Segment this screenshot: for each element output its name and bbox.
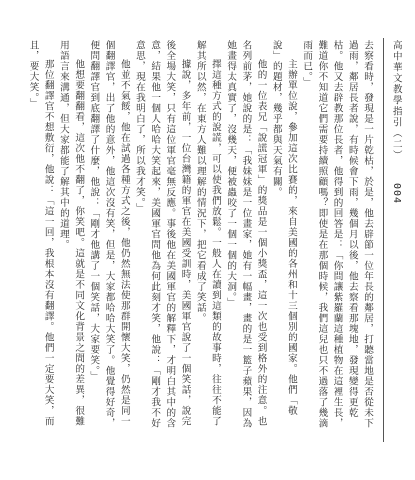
paragraph-6: 他並不氣餒，他在試過各種方式之後，他仍然無法使那群開懷大笑，仍然是同一個翻譯官，出了他的意外，他這次沒有笑，但是，大家都哈哈大笑了。他覺得好奇，便問翻譯官到底翻譯了什麼，他說：「剛才他講了一個笑話，大家要笑。」	[88, 40, 130, 429]
paragraph-4: 擇這種方式的說謊，可以使我們放鬆。一般人在讀到這類的故事時，往往不能了解其所以然，在東方人難以理解的情況下，把它看成了笑話。	[194, 40, 221, 427]
paragraph-7: 他想要翻翻看，這次他不翻了，你笑吧。這就是不同文化背景之間的差異，很難用語言來溝通，但大家都能了解其中的道理。	[57, 40, 85, 427]
paragraph-3: 他的一位表兄「說謊冠軍」的獎品是一個小獎盃，這一次也受到格外的注意。也名列前茅，她說的是：「我妹妹是一位畫家，她有一幅畫，畫的是一籃子蘋果，因為她畫得太真實了，沒幾天，便被蟲咬了一個一個的大洞。」	[225, 40, 267, 429]
body-text	[27, 40, 375, 430]
page-number: 004	[391, 183, 402, 205]
book-title: 高中華文教學指引（二）	[390, 40, 402, 161]
paragraph-1: 去察看時，發現是一片乾枯，於是，他去辟節一位年長的鄰居，打聽當地是否從未下過雨，鄰居長者說，有時候會下雨，幾個月以後，他去察看那塊地，發現變得更乾枯。他又去辟教那位長者，他得到的回答是：「你問讓紫羅蘭這種植物在這裡生長，難道你不知道它們需要持續照顧嗎？即使是在那個時候，我們這兒也只不過落了幾滴雨而已。」	[301, 40, 373, 429]
paragraph-5: 據說，多年前，一位台灣籍的軍官在美國受訓時，美國軍官說了一個笑話，說完後全場大笑，只有這位軍官毫無反應。事後他在美國軍官的解釋下，才明白其中的含意，結果他一個人哈哈大笑起來，美國軍官問他為何此刻才笑，他說：「剛才我不好意思，現在我明白了，所以我才笑。」	[133, 40, 191, 429]
paragraph-8: 那位翻譯官不想敷衍，他說：「這一回，我根本沒有翻譯。他們一定要大笑，而且，要大笑。」	[27, 40, 54, 427]
paragraph-2: 主辦單位說，參加這次比賽的，來自美國的各州和十三個別的國家。他們「敬說」的題材，幾乎都與天氣有關。	[270, 40, 297, 417]
header-rule	[383, 38, 384, 442]
running-head	[391, 40, 401, 204]
